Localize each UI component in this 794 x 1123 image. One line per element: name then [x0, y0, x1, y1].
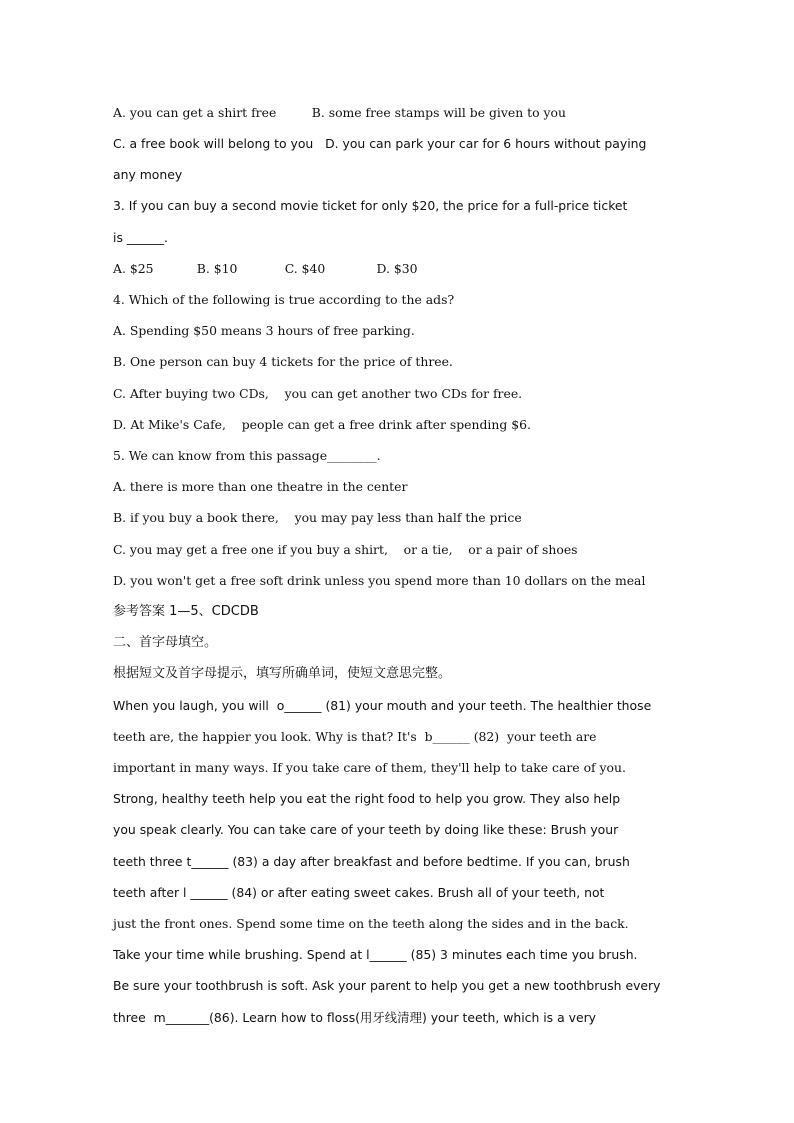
- section-2-heading: 二、首字母填空。: [113, 635, 218, 650]
- q2-options-a-b: A. you can get a shirt free B. some free stamps will be given to you: [113, 105, 566, 120]
- section-2-instructions: 根据短文及首字母提示，填写所确单词，使短文意思完整。: [113, 666, 452, 681]
- answer-key: 参考答案 1—5、CDCDB: [113, 604, 259, 619]
- q4-option-a: A. Spending $50 means 3 hours of free parking.: [113, 323, 415, 338]
- q5-option-d: D. you won't get a free soft drink unless you spend more than 10 dollars on the meal: [113, 573, 646, 588]
- passage-line-9: Take your time while brushing. Spend at l______ (85) 3 minutes each time you brush.: [113, 947, 638, 962]
- question-3-text: 3. If you can buy a second movie ticket for only $20, the price for a full-price ticket: [113, 198, 628, 213]
- passage-line-8: just the front ones. Spend some time on the teeth along the sides and in the back.: [113, 916, 629, 931]
- q5-option-a: A. there is more than one theatre in the center: [113, 479, 408, 494]
- passage-line-4: Strong, healthy teeth help you eat the right food to help you grow. They also help: [113, 791, 621, 806]
- passage-line-5: you speak clearly. You can take care of your teeth by doing like these: Brush your: [113, 822, 619, 837]
- q5-option-c: C. you may get a free one if you buy a shirt, or a tie, or a pair of shoes: [113, 542, 578, 557]
- passage-line-2: teeth are, the happier you look. Why is that? It's b______ (82) your teeth are: [113, 729, 597, 744]
- q3-options: A. $25 B. $10 C. $40 D. $30: [113, 261, 418, 276]
- passage-line-7: teeth after l ______ (84) or after eating sweet cakes. Brush all of your teeth, not: [113, 885, 605, 900]
- passage-line-1: When you laugh, you will o______ (81) your mouth and your teeth. The healthier those: [113, 698, 652, 713]
- question-3-blank: is ______.: [113, 230, 168, 245]
- q4-option-d: D. At Mike's Cafe, people can get a free drink after spending $6.: [113, 417, 531, 432]
- q2-options-c-d: C. a free book will belong to you D. you can park your car for 6 hours without paying: [113, 136, 647, 151]
- passage-line-11: three m_______(86). Learn how to floss(用牙线清理) your teeth, which is a very: [113, 1010, 596, 1025]
- q2-options-continuation: any money: [113, 167, 183, 182]
- question-5-text: 5. We can know from this passage________.: [113, 448, 381, 463]
- q5-option-b: B. if you buy a book there, you may pay less than half the price: [113, 510, 522, 525]
- passage-line-10: Be sure your toothbrush is soft. Ask your parent to help you get a new toothbrush every: [113, 978, 661, 993]
- passage-line-3: important in many ways. If you take care of them, they'll help to take care of you.: [113, 760, 626, 775]
- passage-line-6: teeth three t______ (83) a day after breakfast and before bedtime. If you can, brush: [113, 854, 630, 869]
- q4-option-c: C. After buying two CDs, you can get another two CDs for free.: [113, 386, 523, 401]
- q4-option-b: B. One person can buy 4 tickets for the price of three.: [113, 354, 453, 369]
- question-4-text: 4. Which of the following is true according to the ads?: [113, 292, 455, 307]
